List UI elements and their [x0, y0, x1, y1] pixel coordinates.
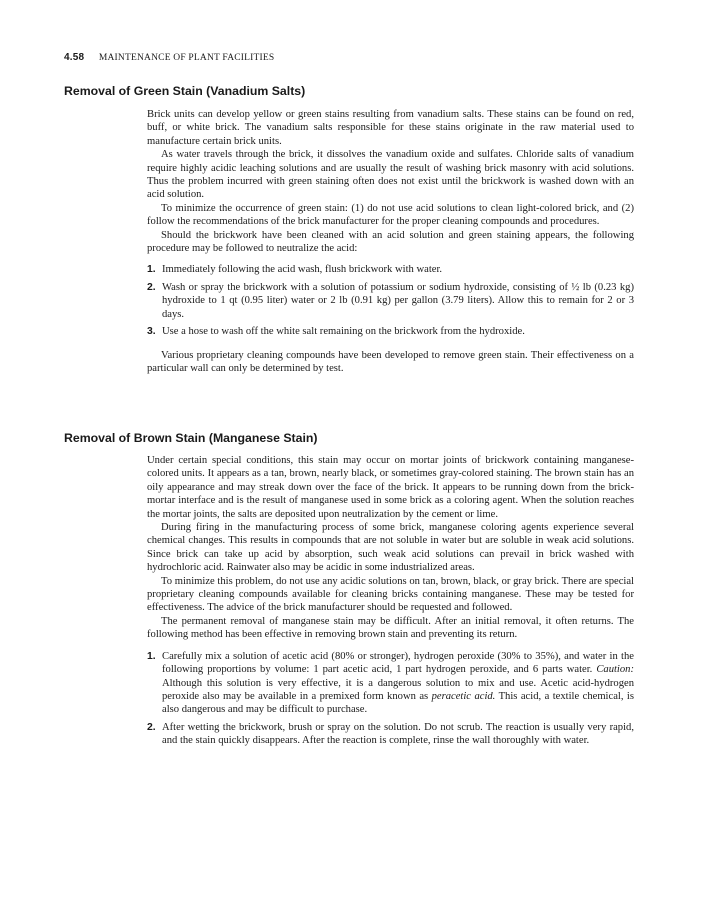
- list-item: [147, 263, 634, 276]
- section-title-green-stain: Removal of Green Stain (Vanadium Salts): [64, 84, 306, 98]
- paragraph: To minimize the occurrence of green stain: (1) do not use acid solutions to clean light-colored brick, and (2) follow the recommendations of the brick manufacturer for the proper cleaning compounds and procedures.: [147, 202, 634, 228]
- term-peracetic-acid: peracetic acid.: [431, 690, 496, 702]
- paragraph: During firing in the manufacturing process of some brick, manganese coloring agents experience several chemical changes. This results in compounds that are not soluble in water but are soluble in weak acid solutions. Since brick can take up acid by absorption, such weak acid solutions can prevail in brick washed with hydrochloric acid. Rainwater also may be acidic in some industrialized areas.: [147, 522, 634, 574]
- section-title-brown-stain: Removal of Brown Stain (Manganese Stain): [64, 431, 318, 445]
- paragraph: The permanent removal of manganese stain may be difficult. After an initial removal, it often returns. The following method has been effective in removing brown stain and preventing its return.: [147, 615, 634, 641]
- paragraph: Under certain special conditions, this stain may occur on mortar joints of brickwork containing manganese-colored units. It appears as a tan, brown, nearly black, or sometimes gray-colored staining. The brown stain has an oily appearance and may streak down over the face of the brick. It appears to be running down from the brick-mortar interface and is the result of manganese used in some brick as a coloring agent. When the solution reaches the mortar joints, the salts are deposited upon neutralization by the cement or lime.: [147, 455, 634, 520]
- numbered-list: [147, 263, 634, 338]
- list-item-text: Immediately following the acid wash, flush brickwork with water.: [162, 264, 443, 276]
- list-item: [147, 325, 634, 338]
- list-text-part: This acid, a textile chemical, is also dangerous and may be difficult to purchase.: [162, 690, 634, 716]
- list-number: 1.: [147, 264, 156, 276]
- caution-label: Caution:: [596, 664, 634, 676]
- list-text-part: Carefully mix a solution of acetic acid (80% or stronger), hydrogen peroxide (30% to 35%), and water in the following proportions by volume: 1 part acetic acid, 1 part hydrogen peroxide, and 6 parts water.: [162, 650, 634, 676]
- running-title: MAINTENANCE OF PLANT FACILITIES: [98, 53, 275, 63]
- section-body-brown-stain: [147, 454, 634, 752]
- list-number: 2.: [147, 281, 156, 293]
- list-item-text: Use a hose to wash off the white salt remaining on the brickwork from the hydroxide.: [162, 326, 525, 338]
- running-head: [64, 52, 274, 63]
- section-body-green-stain: [147, 108, 634, 375]
- paragraph: Should the brickwork have been cleaned with an acid solution and green staining appears, the following procedure may be followed to neutralize the acid:: [147, 229, 634, 255]
- list-item: [147, 721, 634, 748]
- list-item: [147, 281, 634, 321]
- list-item-text: Wash or spray the brickwork with a solution of potassium or sodium hydroxide, consisting of ½ lb (0.23 kg) hydroxide to 1 qt (0.95 liter) water or 2 lb (0.91 kg) per gallon (3.79 liters). Allow this to remain for 2 or 3 days.: [162, 281, 634, 320]
- paragraph: To minimize this problem, do not use any acidic solutions on tan, brown, black, or gray brick. There are special proprietary cleaning compounds available for cleaning bricks containing manganese. These may be tested for effectiveness. The advice of the brick manufacturer should be requested and followed.: [147, 575, 634, 614]
- paragraph: Brick units can develop yellow or green stains resulting from vanadium salts. These stains can be found on red, buff, or white brick. The vanadium salts responsible for these stains originate in the raw material used to manufacture certain brick units.: [147, 109, 634, 147]
- list-item-text: After wetting the brickwork, brush or spray on the solution. Do not scrub. The reaction is usually very rapid, and the stain quickly disappears. After the reaction is complete, rinse the wall thoroughly with water.: [162, 721, 634, 747]
- paragraph: Various proprietary cleaning compounds have been developed to remove green stain. Their effectiveness on a particular wall can only be determined by test.: [147, 349, 634, 374]
- list-number: 3.: [147, 326, 156, 338]
- list-text-part: Although this solution is very effective, it is a dangerous solution to mix and use. Acetic acid-hydrogen peroxide also may be available in a premixed form known as: [162, 677, 634, 702]
- paragraph: As water travels through the brick, it dissolves the vanadium oxide and sulfates. Chloride salts of vanadium require highly acidic leaching solutions and are usually the result of washing brick masonry with acid solutions. Thus the problem incurred with green staining often does not exist until the brickwork is washed down with an acid solution.: [147, 149, 634, 201]
- list-item: [147, 650, 634, 717]
- list-number: 2.: [147, 721, 156, 733]
- numbered-list: [147, 650, 634, 748]
- page-number: 4.58: [64, 52, 85, 63]
- list-item-text: [162, 651, 634, 716]
- list-number: 1.: [147, 650, 156, 662]
